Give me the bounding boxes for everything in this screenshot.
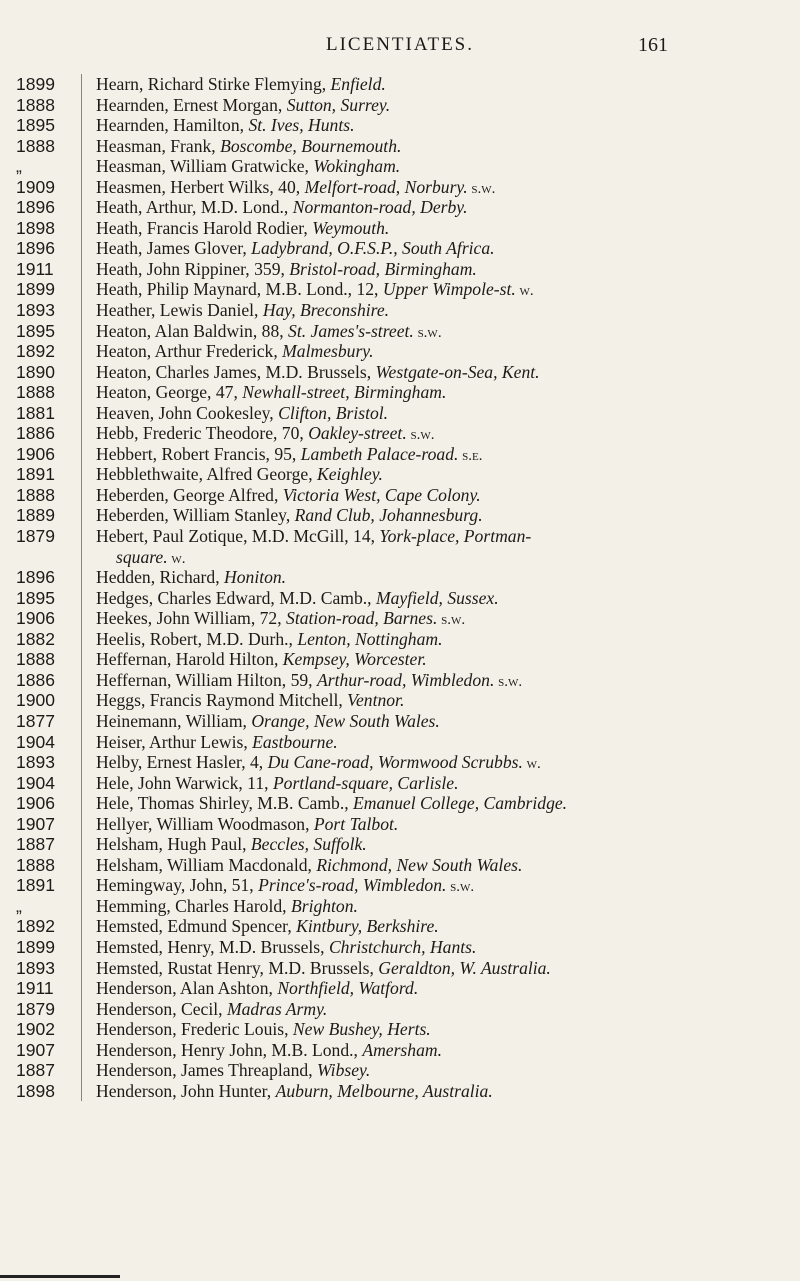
entry-name: Heaton, George, 47, <box>96 382 243 403</box>
entry-text <box>96 978 418 1001</box>
entry-text <box>96 259 477 282</box>
list-item <box>0 341 800 362</box>
list-item <box>0 95 800 116</box>
entry-year: 1887 <box>16 1060 55 1081</box>
list-item <box>0 464 800 485</box>
list-item <box>0 690 800 711</box>
entry-address: Geraldton, W. Australia. <box>378 957 551 978</box>
entry-year: 1906 <box>16 793 55 814</box>
list-item <box>0 793 800 814</box>
entry-name: Hearnden, Ernest Morgan, <box>96 94 287 115</box>
entry-text <box>96 362 540 385</box>
list-item <box>0 156 800 177</box>
entry-name: Hebbert, Robert Francis, 95, <box>96 443 301 464</box>
entry-name: Heinemann, William, <box>96 710 252 731</box>
entry-year: 1900 <box>16 690 55 711</box>
entry-text <box>96 834 367 857</box>
entry-address: Beccles, Suffolk. <box>250 834 367 855</box>
entry-text <box>96 732 338 755</box>
entry-year: 1891 <box>16 875 55 896</box>
list-item <box>0 875 800 896</box>
entry-year: 1882 <box>16 628 55 649</box>
entry-text <box>96 649 427 672</box>
list-item <box>0 362 800 383</box>
entry-district: s.w. <box>494 673 523 690</box>
entry-name: Henderson, James Threapland, <box>96 1060 317 1081</box>
list-item <box>0 999 800 1020</box>
entry-text <box>96 711 440 734</box>
entry-year: 1877 <box>16 710 55 731</box>
list-item <box>0 526 800 567</box>
entry-name: Hele, John Warwick, 11, <box>96 772 273 793</box>
list-item <box>0 649 800 670</box>
entry-name: Hele, Thomas Shirley, M.B. Camb., <box>96 793 354 814</box>
entry-district: s.w. <box>467 180 496 197</box>
entry-address: Kempsey, Worcester. <box>282 649 427 670</box>
entry-district: s.w. <box>413 324 442 341</box>
entry-address: Brighton. <box>290 895 358 916</box>
entry-text <box>96 382 446 405</box>
entry-text <box>96 855 522 878</box>
entry-text <box>96 197 468 220</box>
entry-name: Heaton, Alan Baldwin, 88, <box>96 320 289 341</box>
list-item <box>0 896 800 917</box>
entry-address: Ladybrand, O.F.S.P., South Africa. <box>251 238 495 259</box>
entry-address: Orange, New South Wales. <box>251 710 440 731</box>
entry-name: Heffernan, Harold Hilton, <box>96 649 283 670</box>
list-item <box>0 958 800 979</box>
entry-address: Emanuel College, Cambridge. <box>353 793 568 814</box>
entry-year: 1896 <box>16 197 55 218</box>
entry-name: Heather, Lewis Daniel, <box>96 300 263 321</box>
list-item <box>0 177 800 198</box>
entry-year: 1896 <box>16 238 55 259</box>
list-item <box>0 773 800 794</box>
entry-name: Henderson, Frederic Louis, <box>96 1019 293 1040</box>
page-number: 161 <box>638 34 668 56</box>
entry-address: Clifton, Bristol. <box>278 402 389 423</box>
entry-address-continued: square. <box>116 546 168 567</box>
entry-text <box>96 423 434 446</box>
list-item <box>0 629 800 650</box>
entry-year: 1888 <box>16 484 55 505</box>
entry-year: 1890 <box>16 361 55 382</box>
entry-year: 1879 <box>16 998 55 1019</box>
entry-address: Arthur-road, Wimbledon. <box>316 669 495 690</box>
entry-year: 1911 <box>16 978 54 999</box>
entry-name: Heberden, William Stanley, <box>96 505 295 526</box>
list-item <box>0 1019 800 1040</box>
entry-text <box>96 300 389 323</box>
entry-name: Heggs, Francis Raymond Mitchell, <box>96 690 348 711</box>
entry-text <box>96 444 483 467</box>
entry-text <box>96 505 483 528</box>
entry-address: Honiton. <box>224 567 287 588</box>
list-item <box>0 834 800 855</box>
entry-address: Eastbourne. <box>252 731 338 752</box>
entry-name: Heasman, Frank, <box>96 135 221 156</box>
entry-year: 1907 <box>16 1039 55 1060</box>
entry-text <box>96 177 495 200</box>
entry-text <box>96 321 442 344</box>
list-item <box>0 423 800 444</box>
entry-text <box>96 608 465 631</box>
list-item <box>0 937 800 958</box>
list-item <box>0 855 800 876</box>
entry-address: Wibsey. <box>317 1060 371 1081</box>
entry-name: Helby, Ernest Hasler, 4, <box>96 752 268 773</box>
entry-address: Du Cane-road, Wormwood Scrubbs. <box>267 752 523 773</box>
entry-year: 1893 <box>16 957 55 978</box>
entry-text <box>96 403 388 426</box>
entry-year: 1895 <box>16 320 55 341</box>
entry-address: New Bushey, Herts. <box>292 1019 431 1040</box>
list-item <box>0 74 800 95</box>
entry-name: Hemsted, Edmund Spencer, <box>96 916 297 937</box>
list-item <box>0 444 800 465</box>
entry-address: Port Talbot. <box>313 813 399 834</box>
entry-address: Station-road, Barnes. <box>286 608 438 629</box>
list-item <box>0 1081 800 1102</box>
list-item <box>0 505 800 526</box>
entry-address: Victoria West, Cape Colony. <box>282 484 481 505</box>
entry-address: Mayfield, Sussex. <box>375 587 499 608</box>
entry-name: Helsham, William Macdonald, <box>96 854 317 875</box>
entry-year: 1898 <box>16 1080 55 1101</box>
entry-district: w. <box>167 550 186 567</box>
entry-text <box>96 238 495 261</box>
entry-name: Heekes, John William, 72, <box>96 608 287 629</box>
entry-year: 1891 <box>16 464 55 485</box>
list-item <box>0 136 800 157</box>
entry-address: Hay, Breconshire. <box>262 300 390 321</box>
entry-name: Heaton, Charles James, M.D. Brussels, <box>96 361 376 382</box>
entry-name: Heasman, William Gratwicke, <box>96 156 314 177</box>
entry-year: 1888 <box>16 649 55 670</box>
entry-name: Heelis, Robert, M.D. Durh., <box>96 628 298 649</box>
list-item <box>0 711 800 732</box>
entry-address: Richmond, New South Wales. <box>316 854 523 875</box>
entry-name: Hemming, Charles Harold, <box>96 895 291 916</box>
entry-text <box>96 793 567 816</box>
entry-address: Christchurch, Hants. <box>328 936 477 957</box>
entry-address: Ventnor. <box>347 690 405 711</box>
entry-year: 1902 <box>16 1019 55 1040</box>
entry-address: Portland-square, Carlisle. <box>272 772 459 793</box>
entry-name: Heaton, Arthur Frederick, <box>96 341 283 362</box>
entry-name: Hebert, Paul Zotique, M.D. McGill, 14, <box>96 526 380 547</box>
entry-name: Hemsted, Rustat Henry, M.D. Brussels, <box>96 957 379 978</box>
entry-year: 1896 <box>16 567 55 588</box>
entry-text <box>96 670 522 693</box>
entry-address: Westgate-on-Sea, Kent. <box>375 361 540 382</box>
entry-year: 1889 <box>16 505 55 526</box>
entry-year: 1893 <box>16 300 55 321</box>
entry-year: 1899 <box>16 279 55 300</box>
entry-year: 1909 <box>16 176 55 197</box>
entry-district: s.w. <box>437 612 466 629</box>
entry-address: St. James's-street. <box>288 320 414 341</box>
entry-name: Henderson, Cecil, <box>96 998 227 1019</box>
list-item <box>0 752 800 773</box>
entry-name: Heath, Francis Harold Rodier, <box>96 217 313 238</box>
list-item <box>0 321 800 342</box>
entry-name: Heath, John Rippiner, 359, <box>96 258 290 279</box>
entry-name: Hebb, Frederic Theodore, 70, <box>96 423 309 444</box>
entry-name: Heasmen, Herbert Wilks, 40, <box>96 176 305 197</box>
entry-district: w. <box>515 283 534 300</box>
entry-address: Auburn, Melbourne, Australia. <box>275 1080 493 1101</box>
entry-name: Hedden, Richard, <box>96 567 225 588</box>
entry-year: 1898 <box>16 217 55 238</box>
entry-address: Kintbury, Berkshire. <box>296 916 439 937</box>
entry-address: Oakley-street. <box>308 423 407 444</box>
list-item <box>0 197 800 218</box>
list-item <box>0 382 800 403</box>
entry-year: „ <box>16 156 22 177</box>
entry-name: Henderson, Alan Ashton, <box>96 978 278 999</box>
entry-year: 1887 <box>16 834 55 855</box>
entry-name: Hellyer, William Woodmason, <box>96 813 314 834</box>
entry-name: Helsham, Hugh Paul, <box>96 834 251 855</box>
entry-year: 1893 <box>16 752 55 773</box>
entry-text <box>96 690 404 713</box>
entry-text <box>96 95 390 118</box>
entry-year: 1886 <box>16 423 55 444</box>
list-item <box>0 115 800 136</box>
entry-address: Normanton-road, Derby. <box>292 197 468 218</box>
list-item <box>0 978 800 999</box>
entry-year: 1904 <box>16 731 55 752</box>
entry-address: Weymouth. <box>312 217 390 238</box>
entry-text <box>96 875 474 898</box>
list-item <box>0 732 800 753</box>
entry-text <box>96 485 481 508</box>
entry-address: Lambeth Palace-road. <box>300 443 459 464</box>
entry-district: s.w. <box>446 879 475 896</box>
entry-address: Rand Club, Johannesburg. <box>294 505 483 526</box>
entry-text <box>96 958 551 981</box>
list-item <box>0 588 800 609</box>
list-item <box>0 300 800 321</box>
entry-address: Wokingham. <box>313 156 401 177</box>
entry-text <box>96 136 401 159</box>
entry-district: s.w. <box>406 427 435 444</box>
column-rule <box>81 547 82 568</box>
entry-year: 1907 <box>16 813 55 834</box>
entry-text <box>96 1040 442 1063</box>
entry-year: 1886 <box>16 669 55 690</box>
entry-text <box>96 1060 370 1083</box>
entry-text <box>96 464 383 487</box>
entry-text <box>96 279 534 302</box>
entry-year: 1911 <box>16 258 54 279</box>
entry-text <box>96 773 459 796</box>
entry-text <box>96 588 499 611</box>
entry-name: Henderson, Henry John, M.B. Lond., <box>96 1039 363 1060</box>
entry-year: 1881 <box>16 402 55 423</box>
entry-year: 1899 <box>16 936 55 957</box>
entry-text <box>96 752 541 775</box>
entry-text <box>96 937 476 960</box>
entry-name: Heiser, Arthur Lewis, <box>96 731 253 752</box>
entry-name: Heaven, John Cookesley, <box>96 402 279 423</box>
running-head: LICENTIATES. <box>325 34 474 55</box>
entry-address: Malmesbury. <box>282 341 374 362</box>
list-item <box>0 608 800 629</box>
entry-text <box>96 341 374 364</box>
entry-year: 1906 <box>16 608 55 629</box>
entry-year: 1888 <box>16 854 55 875</box>
entry-text <box>96 1019 431 1042</box>
entry-address: Enfield. <box>330 74 386 94</box>
entry-address: Amersham. <box>362 1039 442 1060</box>
entry-year: „ <box>16 895 22 916</box>
entry-year: 1899 <box>16 74 55 94</box>
entry-name: Heffernan, William Hilton, 59, <box>96 669 317 690</box>
entry-text <box>96 999 327 1022</box>
list-item <box>0 670 800 691</box>
entry-address: Lenton, Nottingham. <box>297 628 443 649</box>
entry-text <box>96 1081 493 1104</box>
entry-name: Heberden, George Alfred, <box>96 484 283 505</box>
entry-text <box>96 115 354 138</box>
entry-address: Bristol-road, Birmingham. <box>289 258 477 279</box>
entry-text <box>96 156 400 179</box>
entry-year: 1904 <box>16 772 55 793</box>
entry-year: 1888 <box>16 382 55 403</box>
entry-address: Madras Army. <box>226 998 328 1019</box>
entry-text <box>96 896 358 919</box>
bottom-rule <box>0 1275 120 1278</box>
entry-name: Heath, Arthur, M.D. Lond., <box>96 197 293 218</box>
entry-year: 1895 <box>16 587 55 608</box>
entry-address: Northfield, Watford. <box>277 978 419 999</box>
entry-text <box>96 567 286 590</box>
entry-address: Sutton, Surrey. <box>286 94 391 115</box>
entry-address: York-place, Portman- <box>379 526 532 547</box>
entry-address: Melfort-road, Norbury. <box>304 176 468 197</box>
page-header <box>0 34 800 64</box>
entry-name: Hemsted, Henry, M.D. Brussels, <box>96 936 329 957</box>
entry-text <box>96 814 398 837</box>
entry-name: Hedges, Charles Edward, M.D. Camb., <box>96 587 376 608</box>
entry-text <box>96 526 531 549</box>
entry-address: Upper Wimpole-st. <box>382 279 516 300</box>
entry-district: s.e. <box>458 447 483 464</box>
entry-district: w. <box>522 756 541 773</box>
entry-year: 1892 <box>16 341 55 362</box>
entry-address: Boscombe, Bournemouth. <box>220 135 402 156</box>
entry-name: Hemingway, John, 51, <box>96 875 259 896</box>
list-item <box>0 238 800 259</box>
entry-address: Keighley. <box>317 464 383 485</box>
entry-year: 1888 <box>16 135 55 156</box>
list-item <box>0 567 800 588</box>
list-item <box>0 259 800 280</box>
entry-year: 1892 <box>16 916 55 937</box>
list-item <box>0 279 800 300</box>
list-item <box>0 916 800 937</box>
entry-text <box>96 218 389 241</box>
list-item <box>0 485 800 506</box>
list-item <box>0 403 800 424</box>
entry-text <box>96 629 443 652</box>
entry-name: Hearn, Richard Stirke Flemying, <box>96 74 331 94</box>
entry-year: 1888 <box>16 94 55 115</box>
entry-year: 1879 <box>16 526 55 547</box>
entry-list <box>0 74 800 1101</box>
entry-name: Hebblethwaite, Alfred George, <box>96 464 317 485</box>
entry-name: Heath, James Glover, <box>96 238 252 259</box>
entry-address: Newhall-street, Birmingham. <box>242 382 447 403</box>
list-item <box>0 1060 800 1081</box>
entry-name: Heath, Philip Maynard, M.B. Lond., 12, <box>96 279 383 300</box>
list-item <box>0 218 800 239</box>
entry-text <box>96 916 439 939</box>
entry-name: Henderson, John Hunter, <box>96 1080 276 1101</box>
entry-year: 1895 <box>16 115 55 136</box>
entry-name: Hearnden, Hamilton, <box>96 115 249 136</box>
list-item <box>0 1040 800 1061</box>
entry-text <box>96 74 386 97</box>
entry-year: 1906 <box>16 443 55 464</box>
entry-address: Prince's-road, Wimbledon. <box>258 875 447 896</box>
list-item <box>0 814 800 835</box>
entry-address: St. Ives, Hunts. <box>248 115 355 136</box>
entry-continuation <box>116 547 186 570</box>
